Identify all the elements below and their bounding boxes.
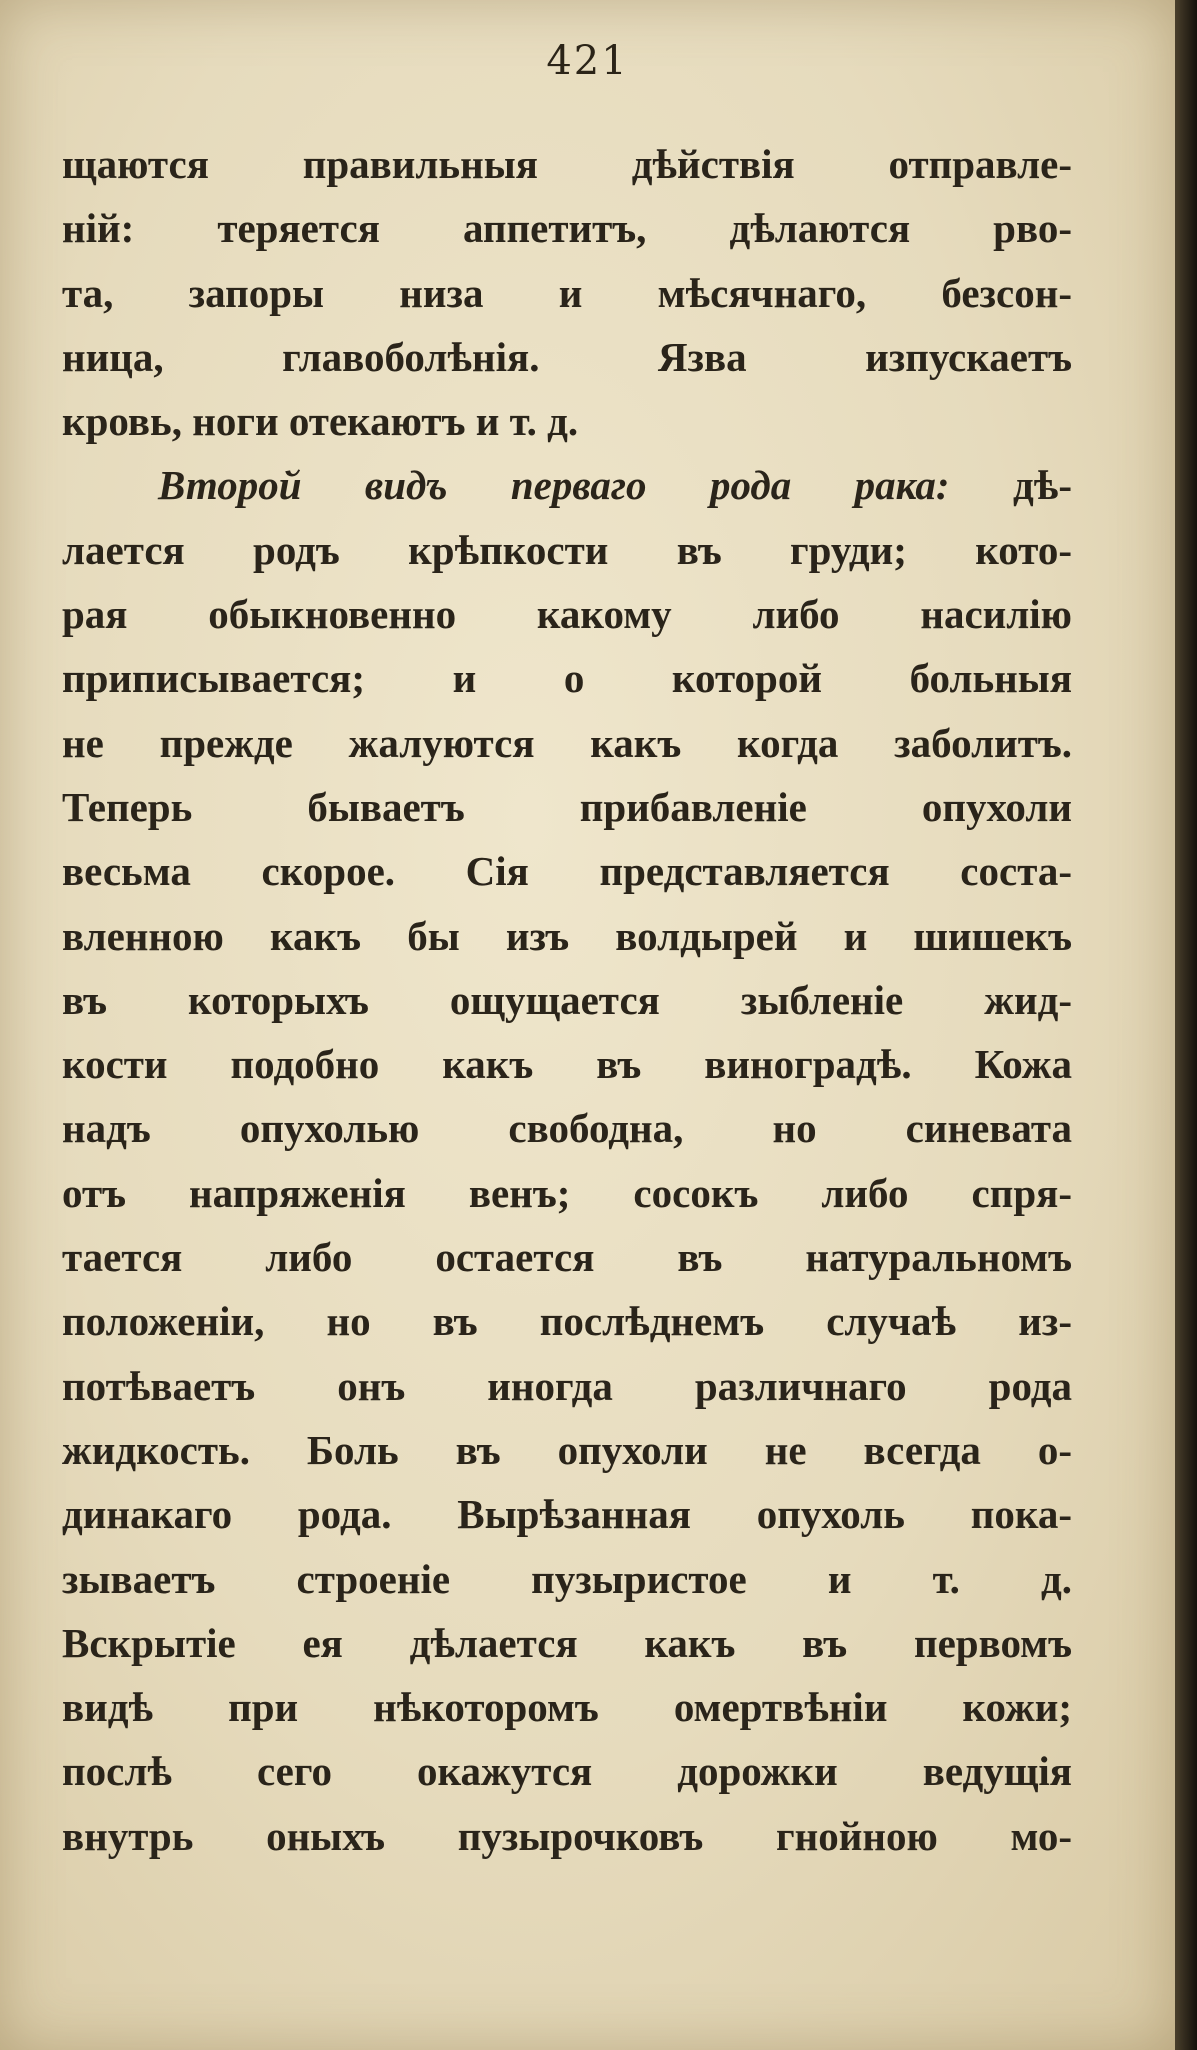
text-line-first (62, 453, 1072, 517)
text-line: ній: теряется аппетитъ, дѣлаются рво- (62, 205, 1072, 252)
text-line: видѣ при нѣкоторомъ омертвѣніи кожи; (62, 1684, 1072, 1731)
text-line: потѣваетъ онъ иногда различнаго рода (62, 1362, 1072, 1409)
text-line: положеніи, но въ послѣднемъ случаѣ из- (62, 1298, 1072, 1345)
paragraph-1 (62, 132, 1072, 453)
text-body (62, 132, 1072, 1868)
section-heading: Второй видъ перваго рода рака: (158, 462, 950, 509)
text-line: та, запоры низа и мѣсячнаго, безсон- (62, 269, 1072, 316)
text-line: внутрь оныхъ пузырочковъ гнойною мо- (62, 1812, 1072, 1859)
text-line: тается либо остается въ натуральномъ (62, 1234, 1072, 1281)
text-line: вленною какъ бы изъ волдырей и шишекъ (62, 912, 1072, 959)
text-line: послѣ сего окажутся дорожки ведущія (62, 1748, 1072, 1795)
page-number: 421 (546, 38, 629, 84)
text-line: Вскрытіе ея дѣлается какъ въ первомъ (62, 1619, 1072, 1666)
text-line: рая обыкновенно какому либо насилію (62, 591, 1072, 638)
text-line: Теперь бываетъ прибавленіе опухоли (62, 783, 1072, 830)
text-line: отъ напряженія венъ; сосокъ либо спря- (62, 1169, 1072, 1216)
book-binding-edge (1175, 0, 1197, 2050)
paragraph-2 (62, 453, 1072, 1868)
text-line: щаются правильныя дѣйствія отправле- (62, 141, 1072, 187)
text-line: жидкость. Боль въ опухоли не всегда о- (62, 1426, 1072, 1473)
text-line: не прежде жалуются какъ когда заболитъ. (62, 719, 1072, 766)
text-line: кровь, ноги отекаютъ и т. д. (62, 398, 579, 445)
text-line: приписывается; и о которой больныя (62, 655, 1072, 702)
text-line: весьма скорое. Сія представляется соста- (62, 848, 1072, 895)
text-line: лается родъ крѣпкости въ груди; кото- (62, 526, 1072, 573)
text-line: динакаго рода. Вырѣзанная опухоль пока- (62, 1491, 1072, 1538)
text-line: надъ опухолью свободна, но синевата (62, 1105, 1072, 1152)
text-line: кости подобно какъ въ виноградѣ. Кожа (62, 1041, 1072, 1088)
text-line: въ которыхъ ощущается зыбленіе жид- (62, 976, 1072, 1023)
text-line: зываетъ строеніе пузыристое и т. д. (62, 1555, 1072, 1602)
text-fragment: дѣ- (1013, 462, 1073, 509)
text-line: ница, главоболѣнія. Язва изпускаетъ (62, 333, 1072, 380)
